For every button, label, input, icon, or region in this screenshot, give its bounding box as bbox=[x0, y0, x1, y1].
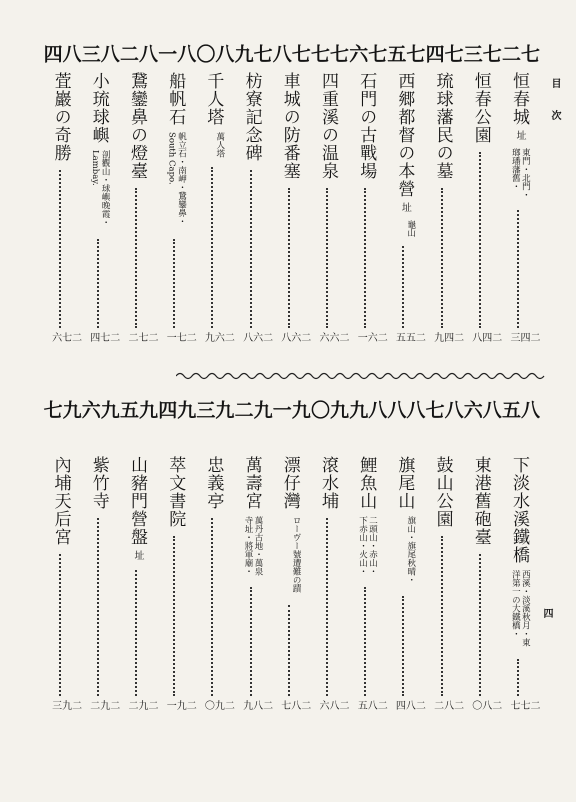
entry-page-number: 二六六 bbox=[317, 332, 348, 342]
entry-number: 八九 bbox=[346, 400, 388, 418]
entry-page-number: 二六八 bbox=[278, 332, 310, 342]
entry-subnote: 下赤山・火山・ bbox=[357, 516, 368, 576]
entry-subnote: 萬丹古地・萬泉 bbox=[252, 516, 263, 576]
entry-subnote: 萬人塔 bbox=[214, 132, 225, 158]
entry-page-number: 二九二 bbox=[87, 700, 119, 710]
dot-leader bbox=[402, 596, 404, 696]
dot-leader bbox=[326, 188, 328, 328]
entry-title: 千人塔 bbox=[203, 72, 224, 126]
entry-number: 九二 bbox=[231, 400, 273, 418]
entry-subnote: 瑯璠藩舊・ bbox=[510, 148, 521, 191]
dot-leader bbox=[479, 554, 481, 696]
entry-subnote: 東門・北門・ bbox=[520, 148, 531, 199]
entry-title: 萓巖の奇勝 bbox=[50, 72, 71, 162]
entry-page-number: 二九〇 bbox=[202, 700, 234, 710]
entry-number: 八三 bbox=[78, 44, 120, 62]
entry-title: 東港舊砲臺 bbox=[470, 456, 491, 546]
entry-title: 恒春公園 bbox=[470, 72, 491, 144]
entry-subnote: 二頭山・赤山・ bbox=[367, 516, 378, 576]
entry-page-number: 二七四 bbox=[87, 332, 119, 342]
entry-number: 八二 bbox=[117, 44, 158, 62]
dot-leader bbox=[97, 239, 99, 328]
entry-number: 七八 bbox=[269, 44, 311, 62]
dot-leader bbox=[135, 570, 137, 696]
dot-leader bbox=[441, 188, 443, 328]
entry-number: 七九 bbox=[231, 44, 273, 62]
entry-page-number: 二六一 bbox=[355, 332, 387, 342]
entry-number: 八六 bbox=[460, 400, 502, 418]
entry-subnote: 洋第一の大鐵橋・ bbox=[510, 570, 521, 638]
dot-leader bbox=[97, 518, 99, 696]
running-title: 目次 bbox=[549, 78, 560, 142]
entry-number: 八五 bbox=[499, 400, 540, 418]
entry-page-number: 二七二 bbox=[126, 332, 157, 342]
entry-page-number: 二九二 bbox=[126, 700, 157, 710]
entry-title: 下淡水溪鐵橋 bbox=[509, 456, 529, 564]
entry-title: 小琉球嶼 bbox=[88, 72, 109, 144]
dot-leader bbox=[59, 170, 61, 328]
entry-subnote: Lambay. bbox=[90, 150, 101, 186]
entry-page-number: 二六九 bbox=[202, 332, 234, 342]
entry-number: 八四 bbox=[40, 44, 82, 62]
entry-number: 八八 bbox=[384, 400, 426, 418]
entry-title: 忠義亭 bbox=[203, 456, 224, 510]
entry-title: 滾水埔 bbox=[318, 456, 338, 510]
entry-page-number: 二八九 bbox=[240, 700, 272, 710]
entry-page-number: 二四八 bbox=[469, 332, 501, 342]
entry-subnote: 龜山 bbox=[405, 220, 416, 237]
entry-page-number: 二八七 bbox=[278, 700, 310, 710]
entry-title: 萃文書院 bbox=[165, 456, 186, 528]
entry-title: 車城の防番塞 bbox=[279, 72, 300, 180]
dot-leader bbox=[288, 188, 290, 328]
entry-page-number: 二八四 bbox=[393, 700, 425, 710]
entry-page-number: 二五五 bbox=[393, 332, 425, 342]
entry-page-number: 二八〇 bbox=[469, 700, 501, 710]
entry-note: 址 bbox=[514, 130, 525, 140]
page-number: 四 bbox=[541, 608, 552, 618]
dot-leader bbox=[364, 188, 366, 328]
dot-leader bbox=[211, 518, 213, 696]
entry-number: 七二 bbox=[499, 44, 540, 62]
entry-number: 九五 bbox=[117, 400, 158, 418]
entry-number: 九一 bbox=[269, 400, 311, 418]
entry-subnote: 寺址・將軍廟・ bbox=[242, 516, 253, 576]
entry-page-number: 二七六 bbox=[49, 332, 81, 342]
entry-title: 西郷都督の本營 bbox=[394, 72, 415, 198]
dot-leader bbox=[173, 239, 175, 328]
dot-leader bbox=[250, 587, 252, 696]
dot-leader bbox=[326, 518, 328, 696]
entry-title: 鼓山公園 bbox=[432, 456, 453, 528]
entry-subnote: South Capo. bbox=[166, 132, 177, 185]
entry-subnote: ローヴー號遭難の蹟 bbox=[291, 516, 302, 593]
entry-page-number: 二八五 bbox=[355, 700, 387, 710]
entry-title: 四重溪の温泉 bbox=[318, 72, 338, 180]
dot-leader bbox=[517, 210, 519, 328]
dot-leader bbox=[364, 587, 366, 696]
entry-number: 七五 bbox=[384, 44, 426, 62]
dot-leader bbox=[59, 554, 61, 696]
dot-leader bbox=[211, 167, 213, 328]
entry-number: 七四 bbox=[422, 44, 464, 62]
entry-number: 七六 bbox=[346, 44, 388, 62]
entry-number: 八一 bbox=[155, 44, 197, 62]
entry-subnote: 帆立石・南岬・鵞鑾鼻・ bbox=[176, 132, 187, 226]
entry-number: 八七 bbox=[422, 400, 464, 418]
dot-leader bbox=[517, 659, 519, 696]
dot-leader bbox=[402, 246, 404, 328]
entry-number: 八〇 bbox=[193, 44, 235, 62]
entry-number: 九六 bbox=[78, 400, 120, 418]
wavy-divider bbox=[176, 370, 546, 382]
entry-title: 漂仔灣 bbox=[279, 456, 300, 510]
entry-page-number: 二九三 bbox=[49, 700, 81, 710]
dot-leader bbox=[173, 536, 175, 696]
entry-title: 山豬門營盤 bbox=[127, 456, 147, 546]
entry-number: 九三 bbox=[193, 400, 235, 418]
entry-page-number: 二八六 bbox=[317, 700, 348, 710]
entry-page-number: 二六八 bbox=[240, 332, 272, 342]
entry-note: 址 bbox=[399, 202, 411, 212]
entry-title: 石門の古戰場 bbox=[356, 72, 377, 180]
entry-title: 船帆石 bbox=[165, 72, 186, 126]
entry-number: 九四 bbox=[155, 400, 197, 418]
entry-note: 址 bbox=[132, 550, 143, 560]
entry-page-number: 二七一 bbox=[164, 332, 196, 342]
entry-title: 枋寮記念碑 bbox=[241, 72, 262, 162]
entry-page-number: 二四三 bbox=[508, 332, 539, 342]
dot-leader bbox=[479, 152, 481, 328]
entry-page-number: 二四九 bbox=[431, 332, 463, 342]
entry-subnote: 剖觀山・球嶼晚霞・ bbox=[100, 150, 111, 227]
entry-number: 七三 bbox=[460, 44, 502, 62]
entry-title: 紫竹寺 bbox=[88, 456, 109, 510]
entry-subnote: 旗山・旗尾秋晴・ bbox=[405, 516, 416, 584]
entry-page-number: 二八二 bbox=[431, 700, 463, 710]
entry-number: 九〇 bbox=[308, 400, 349, 418]
entry-title: 鵞鑾鼻の燈臺 bbox=[127, 72, 147, 180]
entry-number: 九七 bbox=[40, 400, 82, 418]
entry-subnote: 西溪・淡溪秋月・東 bbox=[520, 570, 531, 647]
entry-title: 萬壽宮 bbox=[241, 456, 262, 510]
entry-page-number: 二九一 bbox=[164, 700, 196, 710]
entry-title: 鯉魚山 bbox=[356, 456, 377, 510]
entry-number: 七七 bbox=[308, 44, 349, 62]
dot-leader bbox=[250, 170, 252, 328]
entry-title: 內埔天后宮 bbox=[50, 456, 71, 546]
entry-title: 恒春城 bbox=[509, 72, 529, 126]
dot-leader bbox=[441, 536, 443, 696]
dot-leader bbox=[135, 188, 137, 328]
entry-page-number: 二七七 bbox=[508, 700, 539, 710]
entry-title: 旗尾山 bbox=[394, 456, 415, 510]
entry-title: 琉球藩民の墓 bbox=[432, 72, 453, 180]
dot-leader bbox=[288, 605, 290, 696]
